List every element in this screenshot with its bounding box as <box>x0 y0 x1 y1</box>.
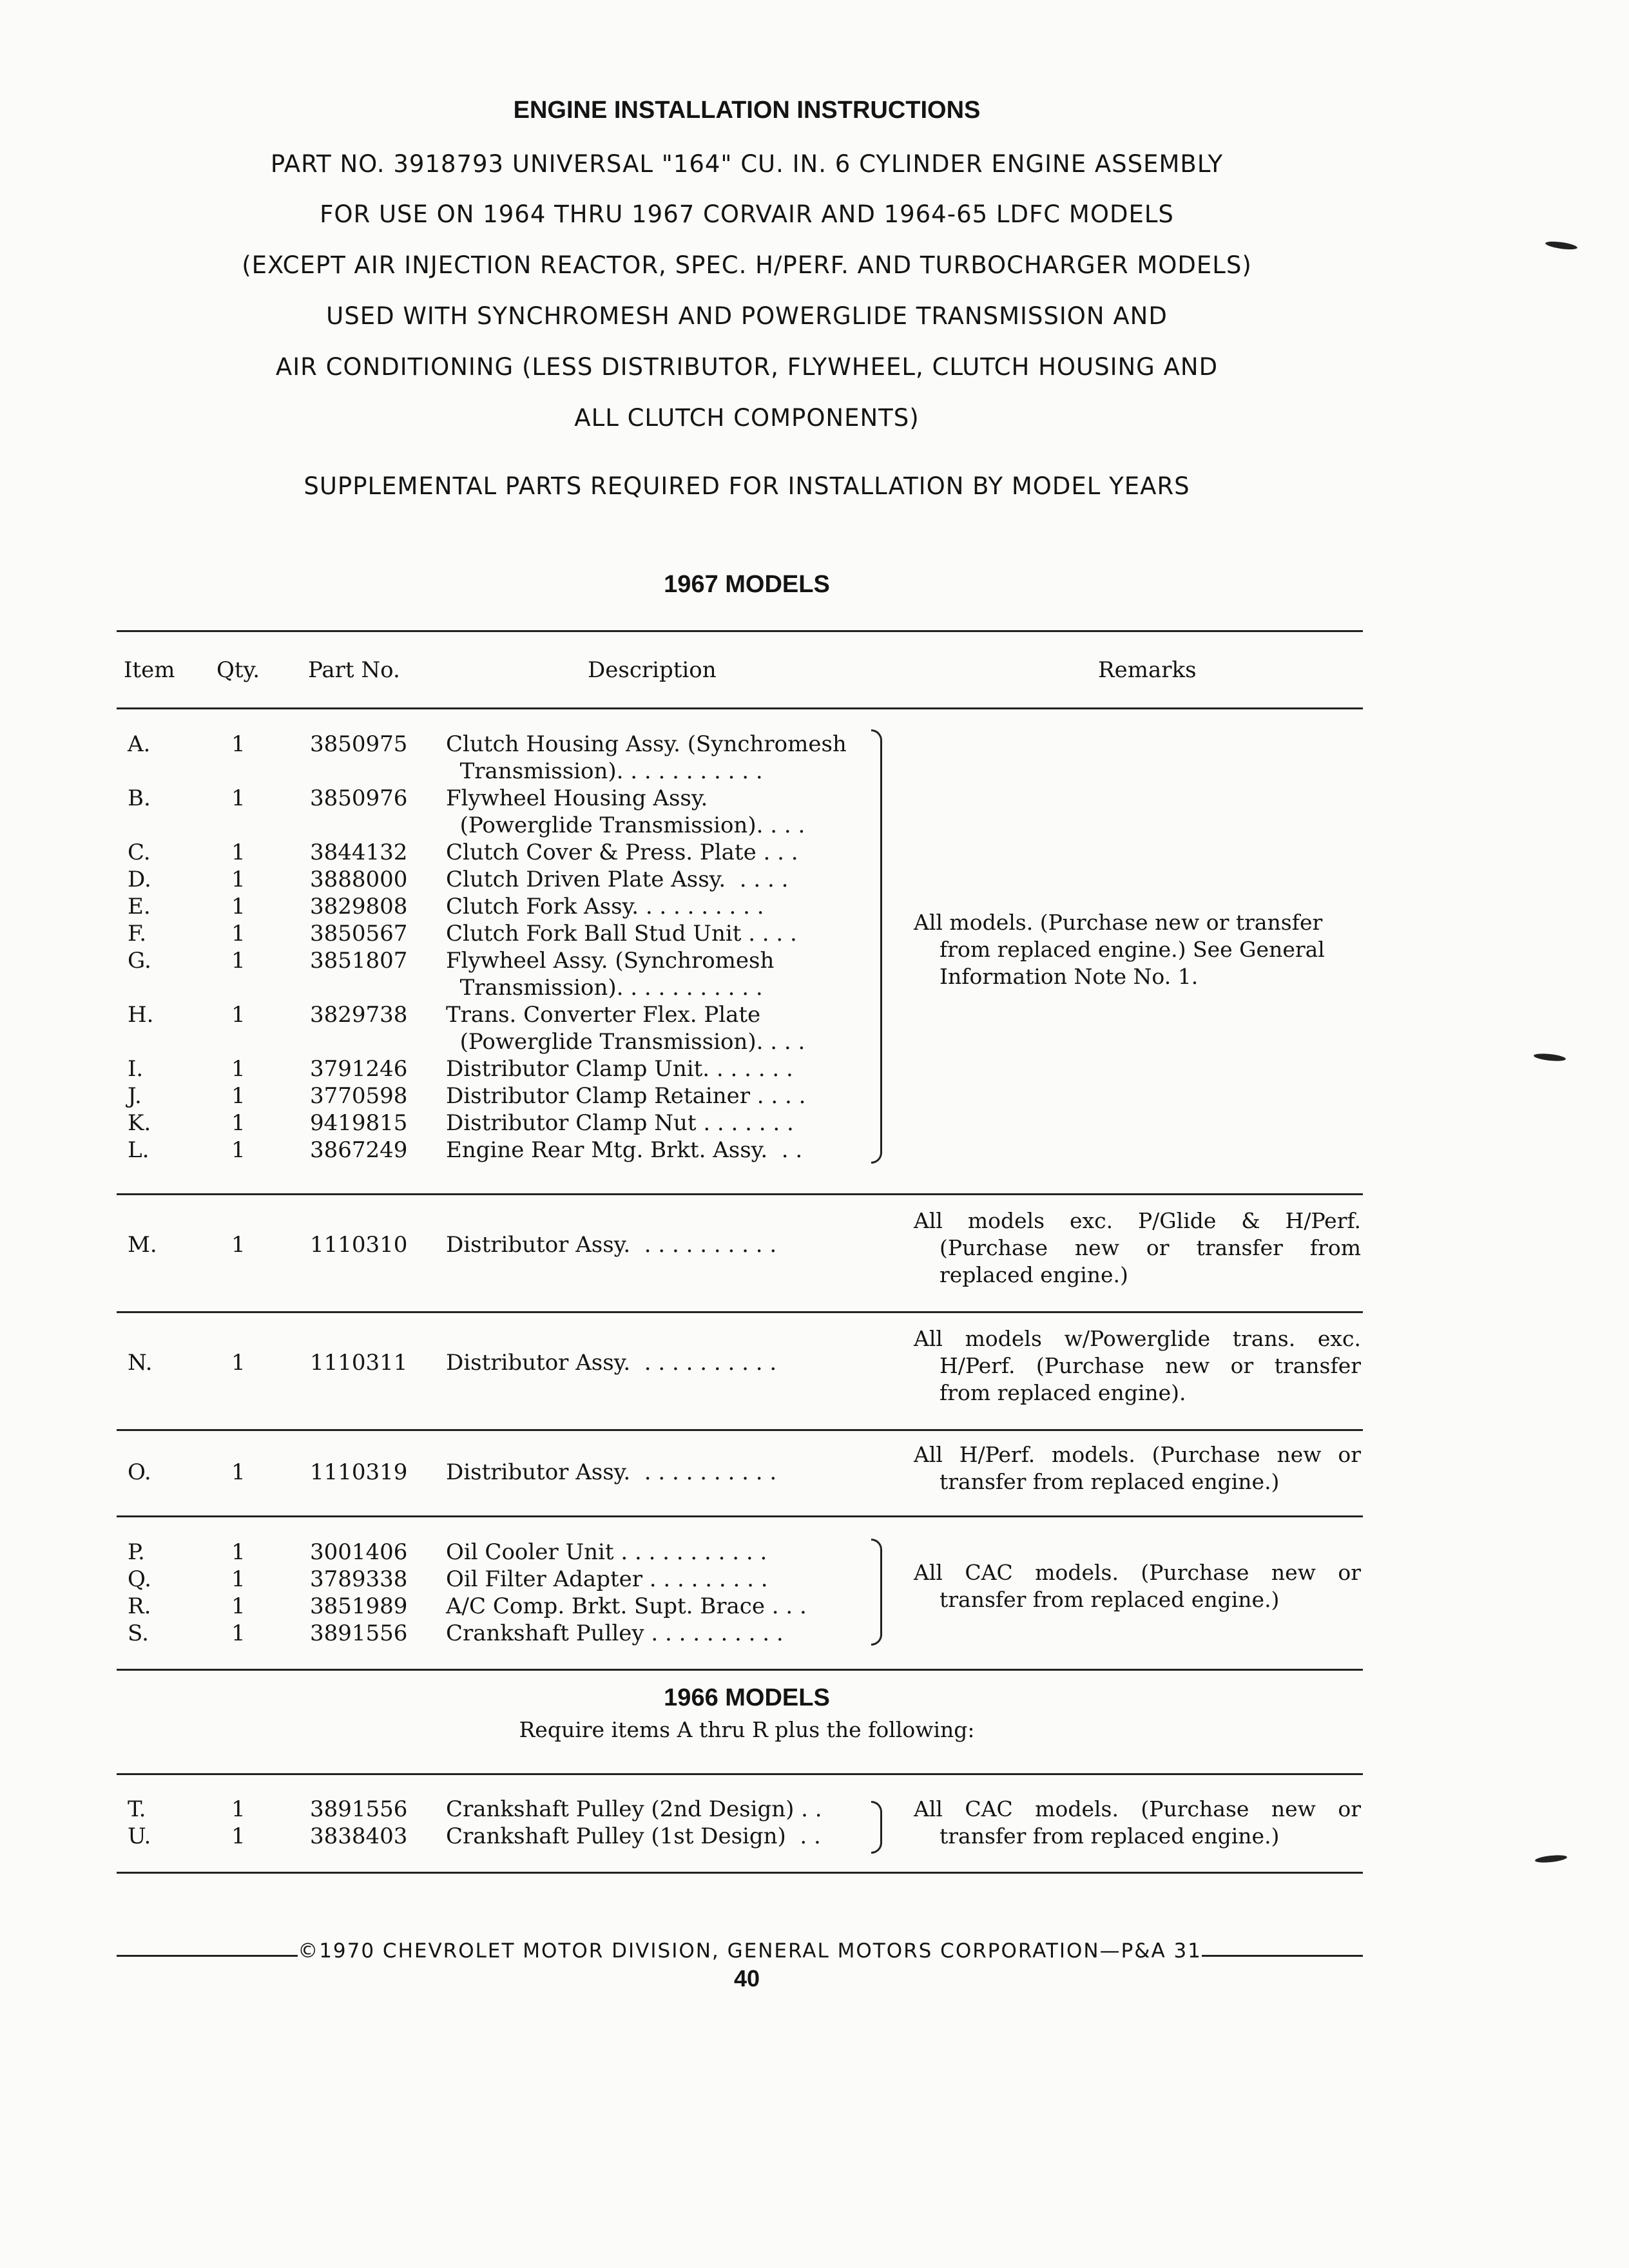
item-cell: N. <box>128 1350 153 1376</box>
description-cell: Crankshaft Pulley . . . . . . . . . . <box>446 1620 784 1646</box>
qty-cell: 1 <box>231 921 246 947</box>
description-cell: A/C Comp. Brkt. Supt. Brace . . . <box>446 1593 807 1619</box>
qty-cell: 1 <box>231 1539 246 1565</box>
part-number-cell: 1110311 <box>310 1350 408 1376</box>
description-cell: Clutch Cover & Press. Plate . . . <box>446 840 798 865</box>
remark-line: Information Note No. 1. <box>940 964 1199 989</box>
qty-cell: 1 <box>231 1823 246 1849</box>
remark-line: All models w/Powerglide trans. exc. <box>914 1326 1361 1351</box>
page-number: 40 <box>733 1965 760 1992</box>
item-cell: H. <box>128 1002 154 1028</box>
column-header-item: Item <box>124 657 175 683</box>
description-cell: Distributor Clamp Unit. . . . . . . <box>446 1056 793 1082</box>
item-cell: K. <box>128 1110 151 1136</box>
remark-line: All CAC models. (Purchase new or <box>914 1560 1361 1585</box>
footer <box>117 1939 1363 1963</box>
remark-line: transfer from replaced engine.) <box>940 1469 1280 1494</box>
description-cell: Oil Filter Adapter . . . . . . . . . <box>446 1566 768 1592</box>
row-separator-p <box>117 1515 1363 1517</box>
document-title: ENGINE INSTALLATION INSTRUCTIONS <box>513 97 981 124</box>
qty-cell: 1 <box>231 785 246 811</box>
header-line-2: FOR USE ON 1964 THRU 1967 CORVAIR AND 1964-65 LDFC MODELS <box>320 200 1174 228</box>
table-1966-bottom-rule <box>117 1872 1363 1874</box>
qty-cell: 1 <box>231 840 246 865</box>
table-1967-bottom-rule <box>117 1669 1363 1671</box>
copyright-text: ©1970 CHEVROLET MOTOR DIVISION, GENERAL MOTORS CORPORATION—P&A 31 <box>298 1939 1202 1963</box>
qty-cell: 1 <box>231 731 246 757</box>
header-line-1: PART NO. 3918793 UNIVERSAL "164" CU. IN. 6 CYLINDER ENGINE ASSEMBLY <box>270 150 1224 178</box>
description-cell: Distributor Assy. . . . . . . . . . . <box>446 1232 777 1258</box>
qty-cell: 1 <box>231 1083 246 1109</box>
remarks-group-a-l <box>914 909 1361 990</box>
column-header-remarks: Remarks <box>1098 657 1197 683</box>
item-cell: T. <box>128 1796 146 1822</box>
row-separator-n <box>117 1311 1363 1313</box>
item-cell: E. <box>128 894 151 919</box>
part-number-cell: 3770598 <box>310 1083 408 1109</box>
part-number-cell: 3844132 <box>310 840 408 865</box>
item-cell: I. <box>128 1056 144 1082</box>
description-cell: (Powerglide Transmission). . . . <box>446 1029 805 1055</box>
remarks-n <box>914 1325 1361 1407</box>
description-cell: Flywheel Housing Assy. <box>446 785 708 811</box>
footer-rule-right <box>1202 1955 1363 1957</box>
header-bottom-rule <box>117 707 1363 709</box>
qty-cell: 1 <box>231 894 246 919</box>
group-brace-t-u <box>871 1801 882 1854</box>
header-line-3: (EXCEPT AIR INJECTION REACTOR, SPEC. H/PERF. AND TURBOCHARGER MODELS) <box>242 251 1252 279</box>
description-cell: Crankshaft Pulley (2nd Design) . . <box>446 1796 822 1822</box>
group-brace-a-l <box>871 729 882 1164</box>
description-cell: Crankshaft Pulley (1st Design) . . <box>446 1823 821 1849</box>
part-number-cell: 3829738 <box>310 1002 408 1028</box>
item-cell: L. <box>128 1137 149 1163</box>
remark-line: replaced engine.) <box>940 1262 1128 1287</box>
qty-cell: 1 <box>231 1566 246 1592</box>
scan-mark <box>1545 240 1578 251</box>
item-cell: M. <box>128 1232 157 1258</box>
remark-line: H/Perf. (Purchase new or transfer <box>940 1353 1361 1378</box>
description-cell: Flywheel Assy. (Synchromesh <box>446 948 775 974</box>
description-cell: Trans. Converter Flex. Plate <box>446 1002 761 1028</box>
part-number-cell: 3850975 <box>310 731 408 757</box>
section-1967-title: 1967 MODELS <box>664 571 830 598</box>
qty-cell: 1 <box>231 1459 246 1485</box>
header-line-6: ALL CLUTCH COMPONENTS) <box>574 404 920 432</box>
description-cell: Clutch Housing Assy. (Synchromesh <box>446 731 847 757</box>
part-number-cell: 3891556 <box>310 1620 408 1646</box>
part-number-cell: 1110310 <box>310 1232 408 1258</box>
item-cell: S. <box>128 1620 149 1646</box>
part-number-cell: 3851989 <box>310 1593 408 1619</box>
section-1966-title: 1966 MODELS <box>664 1684 830 1711</box>
part-number-cell: 3789338 <box>310 1566 408 1592</box>
section-1966-subtitle: Require items A thru R plus the following: <box>519 1717 975 1742</box>
item-cell: F. <box>128 921 147 947</box>
header-line-5: AIR CONDITIONING (LESS DISTRIBUTOR, FLYWHEEL, CLUTCH HOUSING AND <box>275 353 1219 381</box>
qty-cell: 1 <box>231 1002 246 1028</box>
remarks-p-s <box>914 1559 1361 1613</box>
item-cell: O. <box>128 1459 151 1485</box>
item-cell: G. <box>128 948 151 974</box>
description-cell: Distributor Assy. . . . . . . . . . . <box>446 1459 777 1485</box>
column-header-qty: Qty. <box>217 657 260 683</box>
description-cell: Distributor Assy. . . . . . . . . . . <box>446 1350 777 1376</box>
qty-cell: 1 <box>231 867 246 892</box>
item-cell: D. <box>128 867 151 892</box>
remark-line: All CAC models. (Purchase new or <box>914 1796 1361 1821</box>
qty-cell: 1 <box>231 1620 246 1646</box>
remark-line: (Purchase new or transfer from <box>940 1235 1361 1260</box>
description-cell: Engine Rear Mtg. Brkt. Assy. . . <box>446 1137 803 1163</box>
column-header-part-no: Part No. <box>308 657 400 683</box>
table-top-rule <box>117 630 1363 632</box>
item-cell: U. <box>128 1823 151 1849</box>
item-cell: Q. <box>128 1566 151 1592</box>
description-cell: Distributor Clamp Nut . . . . . . . <box>446 1110 794 1136</box>
part-number-cell: 3850567 <box>310 921 408 947</box>
row-separator-m <box>117 1193 1363 1195</box>
scan-mark <box>1535 1854 1568 1863</box>
description-cell: Clutch Fork Ball Stud Unit . . . . <box>446 921 797 947</box>
part-number-cell: 1110319 <box>310 1459 408 1485</box>
description-cell: Distributor Clamp Retainer . . . . <box>446 1083 806 1109</box>
part-number-cell: 3001406 <box>310 1539 408 1565</box>
part-number-cell: 3851807 <box>310 948 408 974</box>
row-separator-o <box>117 1429 1363 1431</box>
footer-rule-left <box>117 1955 298 1957</box>
qty-cell: 1 <box>231 1056 246 1082</box>
qty-cell: 1 <box>231 1232 246 1258</box>
remarks-m <box>914 1207 1361 1289</box>
part-number-cell: 3867249 <box>310 1137 408 1163</box>
item-cell: R. <box>128 1593 151 1619</box>
item-cell: A. <box>128 731 151 757</box>
part-number-cell: 3791246 <box>310 1056 408 1082</box>
description-cell: (Powerglide Transmission). . . . <box>446 812 805 838</box>
item-cell: C. <box>128 840 151 865</box>
column-header-description: Description <box>588 657 717 683</box>
remark-line: All models exc. P/Glide & H/Perf. <box>914 1208 1361 1233</box>
qty-cell: 1 <box>231 1350 246 1376</box>
part-number-cell: 3888000 <box>310 867 408 892</box>
remark-line: from replaced engine.) See General <box>940 937 1325 962</box>
qty-cell: 1 <box>231 1137 246 1163</box>
part-number-cell: 3829808 <box>310 894 408 919</box>
item-cell: P. <box>128 1539 145 1565</box>
header-line-4: USED WITH SYNCHROMESH AND POWERGLIDE TRANSMISSION AND <box>326 302 1168 330</box>
qty-cell: 1 <box>231 1796 246 1822</box>
table-1966-top-rule <box>117 1773 1363 1775</box>
remark-line: All models. (Purchase new or transfer <box>914 910 1323 935</box>
remark-line: from replaced engine). <box>940 1380 1186 1405</box>
item-cell: J. <box>128 1083 142 1109</box>
part-number-cell: 3838403 <box>310 1823 408 1849</box>
remark-line: transfer from replaced engine.) <box>940 1587 1280 1612</box>
qty-cell: 1 <box>231 948 246 974</box>
description-cell: Clutch Fork Assy. . . . . . . . . . <box>446 894 764 919</box>
remark-line: All H/Perf. models. (Purchase new or <box>914 1442 1361 1467</box>
supplemental-heading: SUPPLEMENTAL PARTS REQUIRED FOR INSTALLATION BY MODEL YEARS <box>304 472 1190 500</box>
group-brace-p-s <box>871 1539 882 1646</box>
remarks-o <box>914 1441 1361 1495</box>
part-number-cell: 3850976 <box>310 785 408 811</box>
description-cell: Transmission). . . . . . . . . . . <box>446 975 763 1001</box>
description-cell: Oil Cooler Unit . . . . . . . . . . . <box>446 1539 767 1565</box>
part-number-cell: 9419815 <box>310 1110 408 1136</box>
item-cell: B. <box>128 785 151 811</box>
scan-mark <box>1534 1052 1566 1062</box>
remark-line: transfer from replaced engine.) <box>940 1823 1280 1849</box>
remarks-t-u <box>914 1796 1361 1850</box>
qty-cell: 1 <box>231 1593 246 1619</box>
description-cell: Transmission). . . . . . . . . . . <box>446 758 763 784</box>
part-number-cell: 3891556 <box>310 1796 408 1822</box>
qty-cell: 1 <box>231 1110 246 1136</box>
description-cell: Clutch Driven Plate Assy. . . . . <box>446 867 789 892</box>
